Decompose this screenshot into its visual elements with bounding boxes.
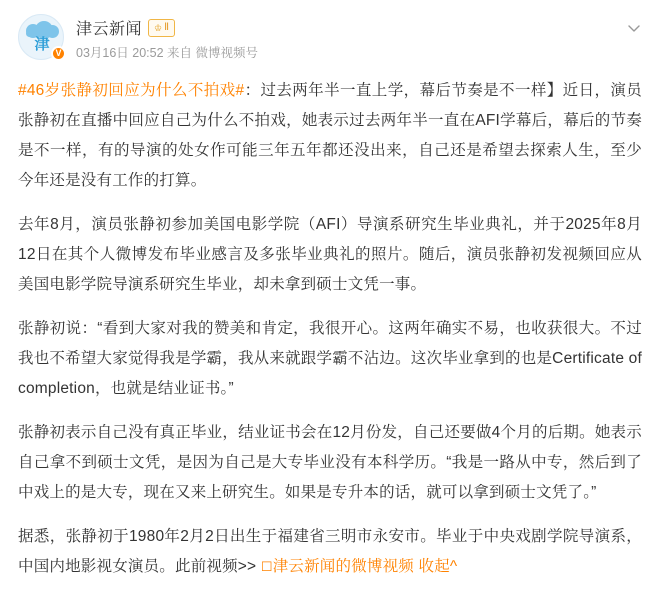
avatar-text: 津 <box>34 36 50 53</box>
avatar[interactable] <box>18 14 66 62</box>
post-paragraph-3: 张静初说：“看到大家对我的赞美和肯定，我很开心。这两年确实不易，也收获很大。不过我也不希望大家觉得我是学霸，我从来就跟学霸不沾边。这次毕业拿到的也是Certificate of completion，也就是结业证书。” <box>18 320 642 397</box>
account-name[interactable]: 津云新闻 <box>76 21 143 38</box>
post-paragraph-2: 去年8月，演员张静初参加美国电影学院（AFI）导演系研究生毕业典礼，并于2025年8月12日在其个人微博发布毕业感言及多张毕业典礼的照片。随后，演员张静初发视频回应从美国电影学院导演系研究生毕业，却未拿到硕士文凭一事。 <box>18 216 642 293</box>
post-timestamp: 03月16日 20:52 <box>76 46 164 60</box>
account-name-row <box>76 16 642 39</box>
collapse-label: 收起 <box>418 558 450 575</box>
post-time-row <box>76 45 642 61</box>
membership-badge-label: Ⅱ <box>164 21 170 33</box>
membership-badge[interactable] <box>148 19 175 37</box>
post-content <box>18 76 642 582</box>
post-paragraph-5-text: 据悉，张静初于1980年2月2日出生于福建省三明市永安市。毕业于中央戏剧学院导演系，中国内地影视女演员。此前视频>> <box>18 528 642 575</box>
post-paragraph-5 <box>18 522 642 582</box>
post-source-prefix: 来自 <box>167 46 193 60</box>
post-paragraph-1 <box>18 76 642 196</box>
video-link[interactable]: 津云新闻的微博视频 <box>272 558 414 575</box>
post-source[interactable]: 微博视频号 <box>195 46 259 60</box>
topic-hashtag-link[interactable]: #46岁张静初回应为什么不拍戏# <box>18 82 245 99</box>
post-meta <box>76 14 642 61</box>
post-paragraph-4: 张静初表示自己没有真正毕业，结业证书会在12月份发，自己还要做4个月的后期。她表示自己拿不到硕士文凭，是因为自己是大专毕业没有本科学历。“我是一路从中专，然后到了中戏上的是大专，现在又来上研究生。如果是专升本的话，就可以拿到硕士文凭了。” <box>18 424 642 501</box>
collapse-button[interactable]: 收起^ <box>418 558 458 575</box>
post-header <box>18 14 642 62</box>
chevron-down-icon[interactable] <box>626 20 642 36</box>
crown-icon: ♔ <box>154 22 163 33</box>
post-paragraph-1-text: ：过去两年半一直上学，幕后节奏是不一样】近日，演员张静初在直播中回应自己为什么不拍戏，她表示过去两年半一直在AFI学幕后，幕后的节奏是不一样，有的导演的处女作可能三年五年都还没出来，自己还是希望去探索人生，至少今年还是没有工作的打算。 <box>18 82 642 189</box>
verified-badge-icon: V <box>51 46 66 61</box>
video-link-icon: ☐ <box>260 559 273 574</box>
